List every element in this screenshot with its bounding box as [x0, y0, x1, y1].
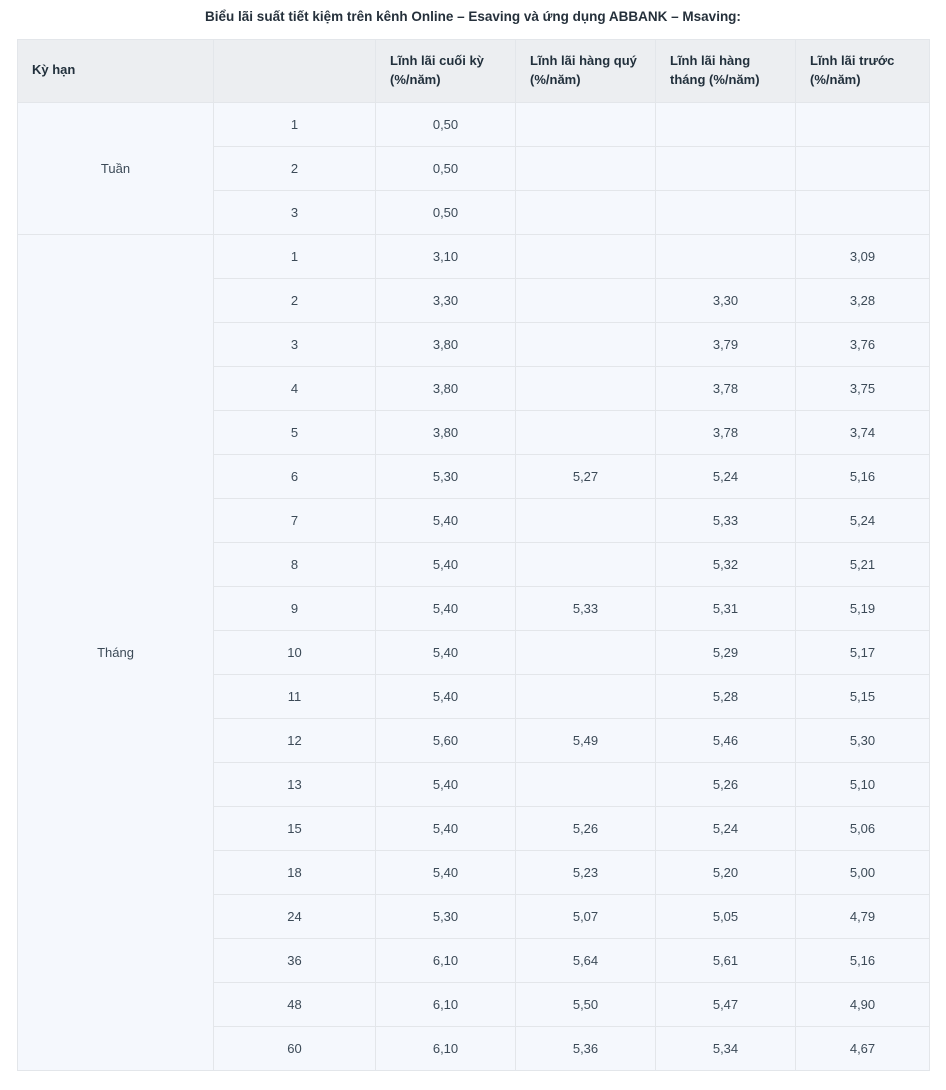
cell-quarterly-rate — [516, 366, 656, 410]
column-header-quarterly: Lĩnh lãi hàng quý (%/năm) — [516, 39, 656, 102]
cell-monthly-rate: 5,24 — [656, 806, 796, 850]
cell-end-of-term-rate: 5,30 — [376, 454, 516, 498]
cell-quarterly-rate: 5,50 — [516, 982, 656, 1026]
cell-end-of-term-rate: 5,40 — [376, 498, 516, 542]
cell-end-of-term-rate: 3,10 — [376, 234, 516, 278]
cell-end-of-term-rate: 5,40 — [376, 806, 516, 850]
cell-quarterly-rate: 5,23 — [516, 850, 656, 894]
cell-end-of-term-rate: 6,10 — [376, 1026, 516, 1070]
cell-end-of-term-rate: 5,40 — [376, 674, 516, 718]
cell-end-of-term-rate: 5,40 — [376, 586, 516, 630]
cell-term-number: 3 — [214, 190, 376, 234]
table-row — [18, 102, 930, 146]
table-header — [18, 39, 930, 102]
cell-quarterly-rate — [516, 674, 656, 718]
cell-monthly-rate: 5,61 — [656, 938, 796, 982]
cell-upfront-rate: 5,06 — [796, 806, 930, 850]
cell-quarterly-rate: 5,49 — [516, 718, 656, 762]
cell-quarterly-rate — [516, 410, 656, 454]
cell-quarterly-rate — [516, 146, 656, 190]
cell-monthly-rate: 5,26 — [656, 762, 796, 806]
cell-upfront-rate: 4,90 — [796, 982, 930, 1026]
cell-upfront-rate: 3,75 — [796, 366, 930, 410]
cell-term-number: 18 — [214, 850, 376, 894]
cell-term-number: 1 — [214, 234, 376, 278]
cell-quarterly-rate: 5,64 — [516, 938, 656, 982]
column-header-upfront: Lĩnh lãi trước (%/năm) — [796, 39, 930, 102]
cell-monthly-rate: 5,29 — [656, 630, 796, 674]
cell-monthly-rate — [656, 102, 796, 146]
cell-term-number: 6 — [214, 454, 376, 498]
cell-upfront-rate: 3,76 — [796, 322, 930, 366]
cell-end-of-term-rate: 5,40 — [376, 762, 516, 806]
cell-end-of-term-rate: 3,30 — [376, 278, 516, 322]
cell-term-number: 24 — [214, 894, 376, 938]
cell-end-of-term-rate: 5,40 — [376, 630, 516, 674]
cell-upfront-rate: 3,09 — [796, 234, 930, 278]
cell-upfront-rate — [796, 146, 930, 190]
cell-end-of-term-rate: 5,40 — [376, 542, 516, 586]
cell-monthly-rate — [656, 146, 796, 190]
table-header-row — [18, 39, 930, 102]
term-group-label: Tháng — [18, 234, 214, 1070]
cell-end-of-term-rate: 5,40 — [376, 850, 516, 894]
cell-upfront-rate: 5,10 — [796, 762, 930, 806]
cell-monthly-rate — [656, 190, 796, 234]
column-header-end-of-term: Lĩnh lãi cuối kỳ (%/năm) — [376, 39, 516, 102]
cell-term-number: 9 — [214, 586, 376, 630]
cell-end-of-term-rate: 0,50 — [376, 102, 516, 146]
cell-upfront-rate: 5,21 — [796, 542, 930, 586]
cell-term-number: 11 — [214, 674, 376, 718]
table-row — [18, 234, 930, 278]
cell-quarterly-rate — [516, 190, 656, 234]
cell-term-number: 3 — [214, 322, 376, 366]
cell-upfront-rate: 5,16 — [796, 454, 930, 498]
table-body — [18, 102, 930, 1070]
cell-upfront-rate: 4,79 — [796, 894, 930, 938]
cell-quarterly-rate — [516, 630, 656, 674]
cell-monthly-rate: 5,28 — [656, 674, 796, 718]
cell-monthly-rate: 3,78 — [656, 410, 796, 454]
cell-term-number: 10 — [214, 630, 376, 674]
cell-monthly-rate: 5,31 — [656, 586, 796, 630]
cell-upfront-rate: 5,30 — [796, 718, 930, 762]
cell-monthly-rate: 5,24 — [656, 454, 796, 498]
cell-end-of-term-rate: 6,10 — [376, 982, 516, 1026]
cell-term-number: 36 — [214, 938, 376, 982]
cell-quarterly-rate — [516, 234, 656, 278]
cell-upfront-rate: 5,19 — [796, 586, 930, 630]
cell-monthly-rate: 5,47 — [656, 982, 796, 1026]
cell-monthly-rate: 5,33 — [656, 498, 796, 542]
savings-rate-table — [17, 39, 930, 1071]
cell-upfront-rate: 5,16 — [796, 938, 930, 982]
cell-monthly-rate: 5,46 — [656, 718, 796, 762]
cell-monthly-rate: 3,79 — [656, 322, 796, 366]
cell-end-of-term-rate: 3,80 — [376, 366, 516, 410]
cell-upfront-rate: 3,74 — [796, 410, 930, 454]
cell-end-of-term-rate: 0,50 — [376, 146, 516, 190]
cell-term-number: 5 — [214, 410, 376, 454]
cell-quarterly-rate: 5,26 — [516, 806, 656, 850]
cell-quarterly-rate: 5,33 — [516, 586, 656, 630]
cell-quarterly-rate — [516, 102, 656, 146]
cell-monthly-rate: 5,32 — [656, 542, 796, 586]
cell-term-number: 8 — [214, 542, 376, 586]
page-title: Biểu lãi suất tiết kiệm trên kênh Online – Esaving và ứng dụng ABBANK – Msaving: — [205, 9, 741, 24]
cell-monthly-rate — [656, 234, 796, 278]
cell-term-number: 2 — [214, 278, 376, 322]
term-group-label: Tuần — [18, 102, 214, 234]
cell-monthly-rate: 3,30 — [656, 278, 796, 322]
cell-end-of-term-rate: 3,80 — [376, 410, 516, 454]
cell-upfront-rate: 3,28 — [796, 278, 930, 322]
cell-upfront-rate: 5,00 — [796, 850, 930, 894]
cell-end-of-term-rate: 5,30 — [376, 894, 516, 938]
cell-term-number: 1 — [214, 102, 376, 146]
cell-monthly-rate: 3,78 — [656, 366, 796, 410]
cell-quarterly-rate — [516, 762, 656, 806]
cell-term-number: 13 — [214, 762, 376, 806]
cell-upfront-rate: 5,17 — [796, 630, 930, 674]
cell-end-of-term-rate: 0,50 — [376, 190, 516, 234]
cell-quarterly-rate — [516, 498, 656, 542]
column-header-term: Kỳ hạn — [18, 39, 214, 102]
cell-upfront-rate — [796, 190, 930, 234]
cell-upfront-rate: 5,24 — [796, 498, 930, 542]
cell-end-of-term-rate: 5,60 — [376, 718, 516, 762]
cell-end-of-term-rate: 3,80 — [376, 322, 516, 366]
cell-quarterly-rate: 5,27 — [516, 454, 656, 498]
column-header-term-number — [214, 39, 376, 102]
cell-term-number: 12 — [214, 718, 376, 762]
cell-term-number: 7 — [214, 498, 376, 542]
cell-term-number: 2 — [214, 146, 376, 190]
cell-term-number: 48 — [214, 982, 376, 1026]
cell-quarterly-rate — [516, 278, 656, 322]
cell-term-number: 4 — [214, 366, 376, 410]
cell-term-number: 15 — [214, 806, 376, 850]
cell-monthly-rate: 5,34 — [656, 1026, 796, 1070]
cell-quarterly-rate: 5,36 — [516, 1026, 656, 1070]
cell-upfront-rate: 4,67 — [796, 1026, 930, 1070]
cell-quarterly-rate — [516, 322, 656, 366]
cell-term-number: 60 — [214, 1026, 376, 1070]
column-header-monthly: Lĩnh lãi hàng tháng (%/năm) — [656, 39, 796, 102]
cell-end-of-term-rate: 6,10 — [376, 938, 516, 982]
cell-quarterly-rate — [516, 542, 656, 586]
cell-upfront-rate — [796, 102, 930, 146]
cell-quarterly-rate: 5,07 — [516, 894, 656, 938]
cell-monthly-rate: 5,05 — [656, 894, 796, 938]
cell-monthly-rate: 5,20 — [656, 850, 796, 894]
cell-upfront-rate: 5,15 — [796, 674, 930, 718]
